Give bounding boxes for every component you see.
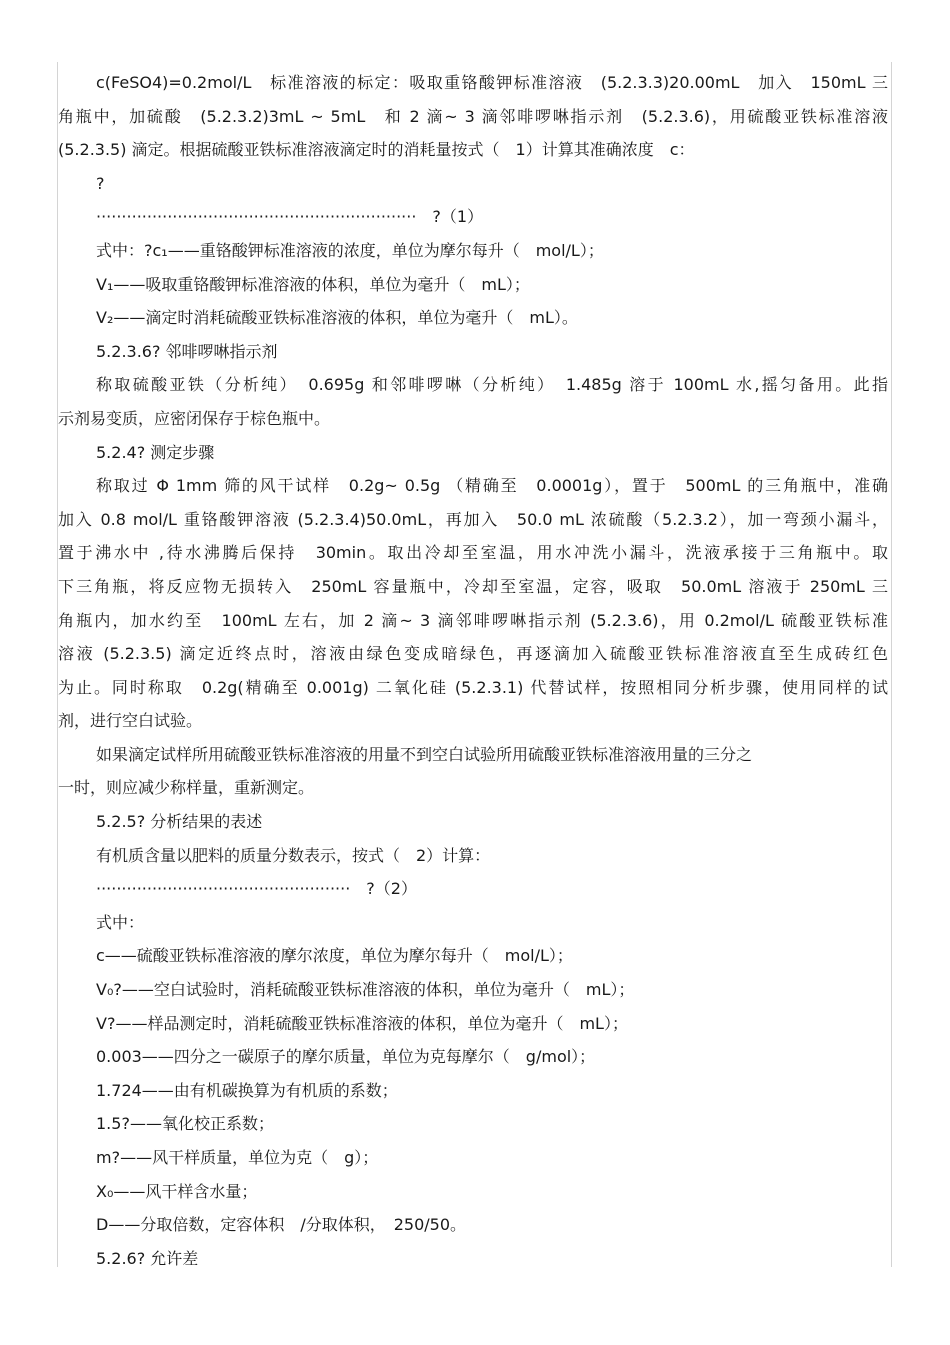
paragraph-line: 如果滴定试样所用硫酸亚铁标准溶液的用量不到空白试验所用硫酸亚铁标准溶液用量的三分之 — [96, 744, 753, 764]
paragraph-line: 下三角瓶，将反应物无损转入 250mL 容量瓶中，冷却至室温，定容，吸取 50.0mL 溶液于 250mL 三 — [58, 576, 888, 596]
paragraph-line: 称取过 Φ 1mm 筛的风干试样 0.2g~ 0.5g （精确至 0.0001g），置于 500mL 的三角瓶中，准确 — [96, 476, 888, 496]
paragraph-line: 剂，进行空白试验。 — [58, 711, 203, 731]
variable-definition: 1.5?——氧化校正系数； — [96, 1114, 274, 1134]
variable-definition: V₁——吸取重铬酸钾标准溶液的体积，单位为毫升（ mL）； — [96, 274, 530, 294]
formula-line-1: ······························································· ?（1） — [96, 207, 484, 227]
variable-definition: D——分取倍数，定容体积 /分取体积， 250/50。 — [96, 1215, 467, 1235]
paragraph-line: 示剂易变质，应密闭保存于棕色瓶中。 — [58, 408, 331, 428]
section-heading: 5.2.6? 允许差 — [96, 1248, 199, 1268]
paragraph-line: 加入 0.8 mol/L 重铬酸钾溶液 (5.2.3.4)50.0mL，再加入 50.0 mL 浓硫酸（5.2.3.2），加一弯颈小漏斗， — [58, 509, 888, 529]
section-heading: 5.2.4? 测定步骤 — [96, 442, 215, 462]
paragraph-line: 角瓶中，加硫酸 (5.2.3.2)3mL ~ 5mL 和 2 滴~ 3 滴邻啡啰啉指示剂 (5.2.3.6)，用硫酸亚铁标准溶液 — [58, 106, 888, 126]
paragraph-line: 一时，则应减少称样量，重新测定。 — [58, 778, 315, 798]
variable-definition: V?——样品测定时，消耗硫酸亚铁标准溶液的体积，单位为毫升（ mL）； — [96, 1013, 628, 1033]
variable-definition: 1.724——由有机碳换算为有机质的系数； — [96, 1080, 398, 1100]
paragraph-line: 置于沸水中 ,待水沸腾后保持 30min。取出冷却至室温，用水冲洗小漏斗，洗液承接于三角瓶中。取 — [58, 543, 888, 563]
paragraph-line: 为止。同时称取 0.2g(精确至 0.001g) 二氧化硅 (5.2.3.1) 代替试样，按照相同分析步骤，使用同样的试 — [58, 677, 888, 697]
section-heading: 5.2.3.6? 邻啡啰啉指示剂 — [96, 341, 278, 361]
section-heading: 5.2.5? 分析结果的表述 — [96, 812, 263, 832]
paragraph-line: (5.2.3.5) 滴定。根据硫酸亚铁标准溶液滴定时的消耗量按式（ 1）计算其准确浓度 c： — [58, 140, 695, 160]
paragraph-line: 称取硫酸亚铁（分析纯） 0.695g 和邻啡啰啉（分析纯） 1.485g 溶于 100mL 水,摇匀备用。此指 — [96, 375, 888, 395]
variable-definition: 0.003——四分之一碳原子的摩尔质量，单位为克每摩尔（ g/mol）； — [96, 1047, 596, 1067]
paragraph-line: c(FeSO4)=0.2mol/L 标准溶液的标定：吸取重铬酸钾标准溶液 (5.2.3.3)20.00mL 加入 150mL 三 — [96, 73, 888, 92]
variable-intro: 式中： — [96, 912, 145, 932]
variable-definition: c——硫酸亚铁标准溶液的摩尔浓度，单位为摩尔每升（ mol/L）； — [96, 946, 573, 966]
variable-definition: V₂——滴定时消耗硫酸亚铁标准溶液的体积，单位为毫升（ mL）。 — [96, 308, 578, 328]
formula-placeholder: ? — [96, 173, 105, 193]
paragraph-line: 角瓶内，加水约至 100mL 左右，加 2 滴~ 3 滴邻啡啰啉指示剂 (5.2.3.6)，用 0.2mol/L 硫酸亚铁标准 — [58, 610, 888, 630]
variable-definition: 式中：?c₁——重铬酸钾标准溶液的浓度，单位为摩尔每升（ mol/L）； — [96, 240, 604, 260]
document-body — [58, 66, 888, 1275]
variable-definition: V₀?——空白试验时，消耗硫酸亚铁标准溶液的体积，单位为毫升（ mL）； — [96, 980, 635, 1000]
right-margin-rule — [891, 62, 892, 1267]
paragraph-line: 有机质含量以肥料的质量分数表示，按式（ 2）计算： — [96, 845, 491, 865]
variable-definition: m?——风干样质量，单位为克（ g）； — [96, 1148, 379, 1167]
paragraph-line: 溶液 (5.2.3.5) 滴定近终点时，溶液由绿色变成暗绿色，再逐滴加入硫酸亚铁标准溶液直至生成砖红色 — [58, 644, 888, 664]
formula-line-2: ·················································· ?（2） — [96, 879, 417, 899]
variable-definition: X₀——风干样含水量； — [96, 1181, 258, 1201]
